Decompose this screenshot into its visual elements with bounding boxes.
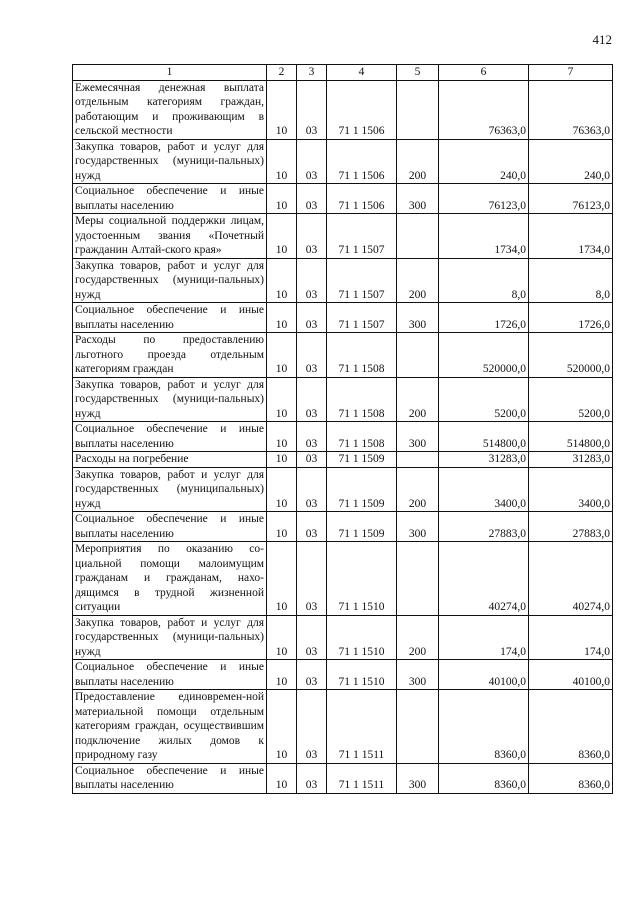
table-row: [73, 512, 613, 542]
table-body: [73, 80, 613, 793]
row-name: Социальное обеспечение и иные выплаты населению: [73, 660, 267, 690]
row-subsection-code: 03: [297, 422, 327, 452]
row-target-article: 71 1 1510: [327, 615, 397, 660]
row-subsection-code: 03: [297, 615, 327, 660]
row-name: Расходы по предоставлению льготного проезда отдельным категориям граждан: [73, 333, 267, 378]
row-section-code: 10: [267, 690, 297, 764]
row-expense-type: [397, 542, 439, 616]
row-subsection-code: 03: [297, 512, 327, 542]
header-col-5: 5: [397, 65, 439, 81]
table-row: [73, 377, 613, 422]
row-subsection-code: 03: [297, 80, 327, 139]
row-amount-col7: 76123,0: [529, 184, 613, 214]
table-row: [73, 542, 613, 616]
row-amount-col6: 31283,0: [439, 452, 529, 468]
row-amount-col7: 3400,0: [529, 467, 613, 512]
budget-table: [72, 64, 613, 794]
row-expense-type: 300: [397, 303, 439, 333]
row-section-code: 10: [267, 615, 297, 660]
row-name: Меры социальной поддержки лицам, удостоенным звания «Почетный гражданин Алтай-ского края»: [73, 214, 267, 259]
row-subsection-code: 03: [297, 542, 327, 616]
row-section-code: 10: [267, 452, 297, 468]
row-amount-col7: 514800,0: [529, 422, 613, 452]
row-expense-type: 200: [397, 615, 439, 660]
row-section-code: 10: [267, 422, 297, 452]
row-section-code: 10: [267, 80, 297, 139]
header-col-7: 7: [529, 65, 613, 81]
row-section-code: 10: [267, 258, 297, 303]
table-row: [73, 690, 613, 764]
table-row: [73, 660, 613, 690]
row-amount-col7: 27883,0: [529, 512, 613, 542]
row-amount-col7: 8360,0: [529, 763, 613, 793]
row-amount-col7: 174,0: [529, 615, 613, 660]
table-row: [73, 333, 613, 378]
row-amount-col6: 40100,0: [439, 660, 529, 690]
row-name: Мероприятия по оказанию со-циальной помощи малоимущим гражданам и гражданам, нахо-дящимся в трудной жизненной ситуации: [73, 542, 267, 616]
row-target-article: 71 1 1508: [327, 377, 397, 422]
row-section-code: 10: [267, 333, 297, 378]
row-name: Закупка товаров, работ и услуг для государственных (муници-пальных) нужд: [73, 377, 267, 422]
row-target-article: 71 1 1507: [327, 303, 397, 333]
row-subsection-code: 03: [297, 763, 327, 793]
row-subsection-code: 03: [297, 258, 327, 303]
row-amount-col6: 174,0: [439, 615, 529, 660]
row-section-code: 10: [267, 377, 297, 422]
row-target-article: 71 1 1507: [327, 214, 397, 259]
row-section-code: 10: [267, 184, 297, 214]
row-name: Социальное обеспечение и иные выплаты населению: [73, 184, 267, 214]
header-col-6: 6: [439, 65, 529, 81]
row-expense-type: 300: [397, 184, 439, 214]
row-section-code: 10: [267, 214, 297, 259]
row-subsection-code: 03: [297, 184, 327, 214]
row-expense-type: 200: [397, 467, 439, 512]
row-expense-type: 200: [397, 377, 439, 422]
row-target-article: 71 1 1510: [327, 660, 397, 690]
header-col-4: 4: [327, 65, 397, 81]
table-header-row: [73, 65, 613, 81]
row-subsection-code: 03: [297, 214, 327, 259]
row-subsection-code: 03: [297, 303, 327, 333]
row-expense-type: 300: [397, 763, 439, 793]
table-row: [73, 139, 613, 184]
table-row: [73, 615, 613, 660]
row-section-code: 10: [267, 139, 297, 184]
row-subsection-code: 03: [297, 452, 327, 468]
row-target-article: 71 1 1507: [327, 258, 397, 303]
row-section-code: 10: [267, 467, 297, 512]
row-expense-type: [397, 690, 439, 764]
row-section-code: 10: [267, 512, 297, 542]
row-amount-col7: 8360,0: [529, 690, 613, 764]
row-expense-type: 300: [397, 422, 439, 452]
table-row: [73, 258, 613, 303]
row-expense-type: 200: [397, 139, 439, 184]
row-name: Закупка товаров, работ и услуг для государственных (муниципальных) нужд: [73, 467, 267, 512]
row-expense-type: [397, 214, 439, 259]
row-name: Ежемесячная денежная выплата отдельным категориям граждан, работающим и проживающим в сельской местности: [73, 80, 267, 139]
row-name: Социальное обеспечение и иные выплаты населению: [73, 512, 267, 542]
row-subsection-code: 03: [297, 690, 327, 764]
row-target-article: 71 1 1509: [327, 467, 397, 512]
row-amount-col7: 5200,0: [529, 377, 613, 422]
row-target-article: 71 1 1509: [327, 512, 397, 542]
header-col-1: 1: [73, 65, 267, 81]
row-amount-col6: 240,0: [439, 139, 529, 184]
row-amount-col6: 520000,0: [439, 333, 529, 378]
row-target-article: 71 1 1508: [327, 422, 397, 452]
row-section-code: 10: [267, 542, 297, 616]
row-target-article: 71 1 1506: [327, 184, 397, 214]
row-target-article: 71 1 1509: [327, 452, 397, 468]
row-name: Социальное обеспечение и иные выплаты населению: [73, 763, 267, 793]
row-expense-type: [397, 452, 439, 468]
row-amount-col7: 1726,0: [529, 303, 613, 333]
row-name: Закупка товаров, работ и услуг для государственных (муници-пальных) нужд: [73, 139, 267, 184]
row-amount-col7: 31283,0: [529, 452, 613, 468]
table-row: [73, 184, 613, 214]
page-number: 412: [592, 32, 612, 47]
row-amount-col6: 1734,0: [439, 214, 529, 259]
row-expense-type: 300: [397, 512, 439, 542]
table-row: [73, 763, 613, 793]
row-target-article: 71 1 1508: [327, 333, 397, 378]
table-row: [73, 303, 613, 333]
table-row: [73, 452, 613, 468]
row-amount-col7: 1734,0: [529, 214, 613, 259]
row-target-article: 71 1 1506: [327, 139, 397, 184]
row-amount-col6: 40274,0: [439, 542, 529, 616]
row-amount-col6: 8360,0: [439, 763, 529, 793]
table-row: [73, 214, 613, 259]
header-col-3: 3: [297, 65, 327, 81]
row-name: Закупка товаров, работ и услуг для государственных (муници-пальных) нужд: [73, 258, 267, 303]
row-subsection-code: 03: [297, 377, 327, 422]
row-amount-col6: 3400,0: [439, 467, 529, 512]
row-subsection-code: 03: [297, 333, 327, 378]
row-subsection-code: 03: [297, 467, 327, 512]
row-expense-type: [397, 80, 439, 139]
row-amount-col6: 5200,0: [439, 377, 529, 422]
row-subsection-code: 03: [297, 660, 327, 690]
row-expense-type: 300: [397, 660, 439, 690]
row-amount-col7: 8,0: [529, 258, 613, 303]
row-amount-col6: 76123,0: [439, 184, 529, 214]
header-col-2: 2: [267, 65, 297, 81]
row-amount-col7: 40274,0: [529, 542, 613, 616]
row-section-code: 10: [267, 763, 297, 793]
row-target-article: 71 1 1510: [327, 542, 397, 616]
row-amount-col6: 27883,0: [439, 512, 529, 542]
row-amount-col7: 40100,0: [529, 660, 613, 690]
row-amount-col7: 520000,0: [529, 333, 613, 378]
row-amount-col6: 1726,0: [439, 303, 529, 333]
row-name: Закупка товаров, работ и услуг для государственных (муници-пальных) нужд: [73, 615, 267, 660]
table-row: [73, 80, 613, 139]
row-target-article: 71 1 1506: [327, 80, 397, 139]
row-amount-col6: 8,0: [439, 258, 529, 303]
row-section-code: 10: [267, 660, 297, 690]
table-row: [73, 467, 613, 512]
row-name: Предоставление единовремен-ной материальной помощи отдельным категориям граждан, осуществившим подключение жилых домов к природному газу: [73, 690, 267, 764]
row-amount-col7: 76363,0: [529, 80, 613, 139]
row-target-article: 71 1 1511: [327, 763, 397, 793]
row-amount-col6: 514800,0: [439, 422, 529, 452]
row-name: Социальное обеспечение и иные выплаты населению: [73, 422, 267, 452]
row-expense-type: 200: [397, 258, 439, 303]
row-expense-type: [397, 333, 439, 378]
row-target-article: 71 1 1511: [327, 690, 397, 764]
row-amount-col6: 76363,0: [439, 80, 529, 139]
row-name: Расходы на погребение: [73, 452, 267, 468]
row-subsection-code: 03: [297, 139, 327, 184]
row-name: Социальное обеспечение и иные выплаты населению: [73, 303, 267, 333]
row-amount-col6: 8360,0: [439, 690, 529, 764]
table-row: [73, 422, 613, 452]
row-amount-col7: 240,0: [529, 139, 613, 184]
row-section-code: 10: [267, 303, 297, 333]
